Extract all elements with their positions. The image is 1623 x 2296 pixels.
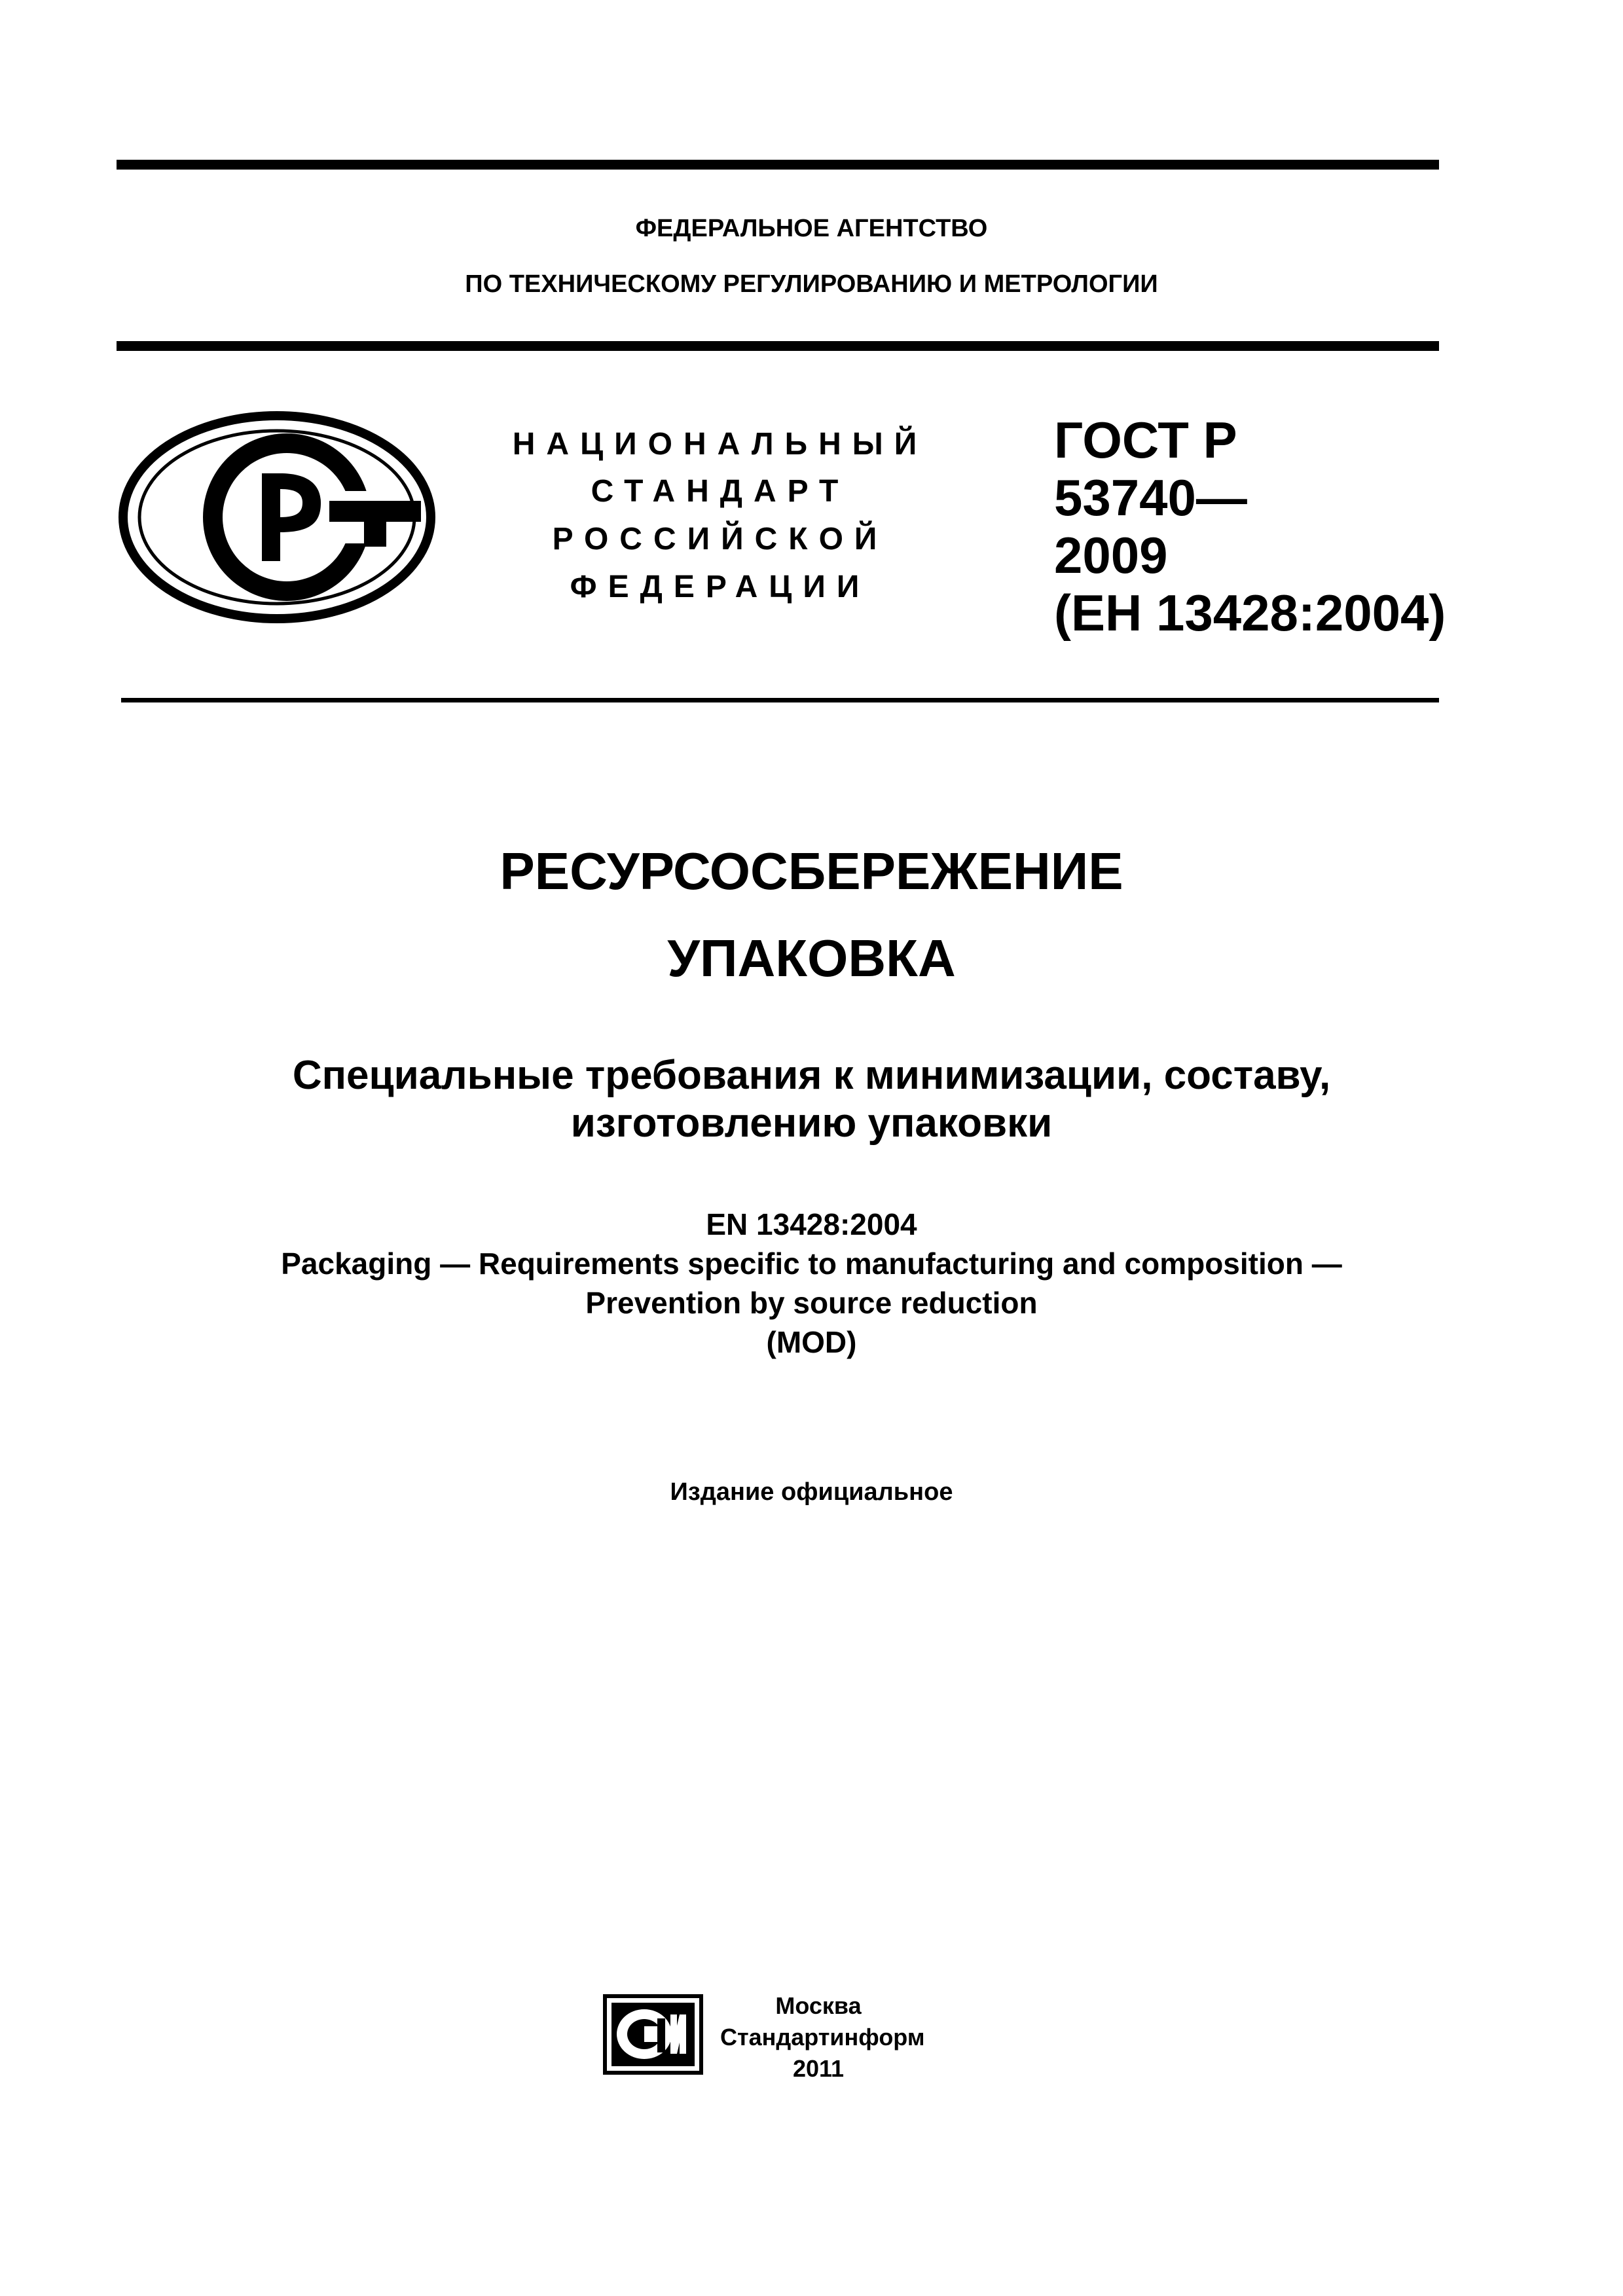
en-title-line-1: Packaging — Requirements specific to manufacturing and composition —: [281, 1247, 1342, 1281]
agency-line-2: ПО ТЕХНИЧЕСКОМУ РЕГУЛИРОВАНИЮ И МЕТРОЛОГИИ: [465, 270, 1158, 298]
publisher-city: Москва: [775, 1992, 862, 2019]
publisher-block: [720, 1990, 925, 2085]
agency-rule: [117, 341, 1439, 351]
agency-line-1: ФЕДЕРАЛЬНОЕ АГЕНТСТВО: [635, 215, 988, 242]
edition-label: Издание официальное: [670, 1478, 953, 1506]
standard-code-line-2: 53740—: [1054, 469, 1247, 526]
en-title-line-3: (MOD): [766, 1325, 857, 1359]
publisher-name: Стандартинформ: [720, 2024, 925, 2050]
standard-code-line-3: 2009: [1054, 526, 1168, 584]
en-title-line-2: Prevention by source reduction: [585, 1286, 1038, 1320]
standard-code-line-4: (ЕН 13428:2004): [1054, 584, 1446, 642]
top-rule: [117, 160, 1439, 170]
standard-code-line-1: ГОСТ Р: [1054, 411, 1237, 469]
header-rule: [121, 698, 1439, 702]
rst-emblem-icon: [117, 409, 437, 625]
en-code: EN 13428:2004: [706, 1207, 917, 1241]
national-standard-line-4: ФЕДЕРАЦИИ: [570, 570, 871, 604]
national-standard-line-2: СТАНДАРТ: [591, 474, 850, 509]
publisher-year: 2011: [792, 2055, 845, 2082]
standartinform-logo-icon: [602, 1994, 704, 2075]
standard-code: [1054, 411, 1473, 642]
national-standard-line-3: РОССИЙСКОЙ: [552, 522, 888, 556]
subtitle-line-1: Специальные требования к минимизации, составу,: [292, 1053, 1331, 1098]
national-standard-line-1: НАЦИОНАЛЬНЫЙ: [512, 427, 928, 462]
title-line-2: УПАКОВКА: [667, 929, 956, 987]
subtitle-line-2: изготовлению упаковки: [570, 1101, 1053, 1146]
title-line-1: РЕСУРСОСБЕРЕЖЕНИЕ: [500, 842, 1123, 900]
